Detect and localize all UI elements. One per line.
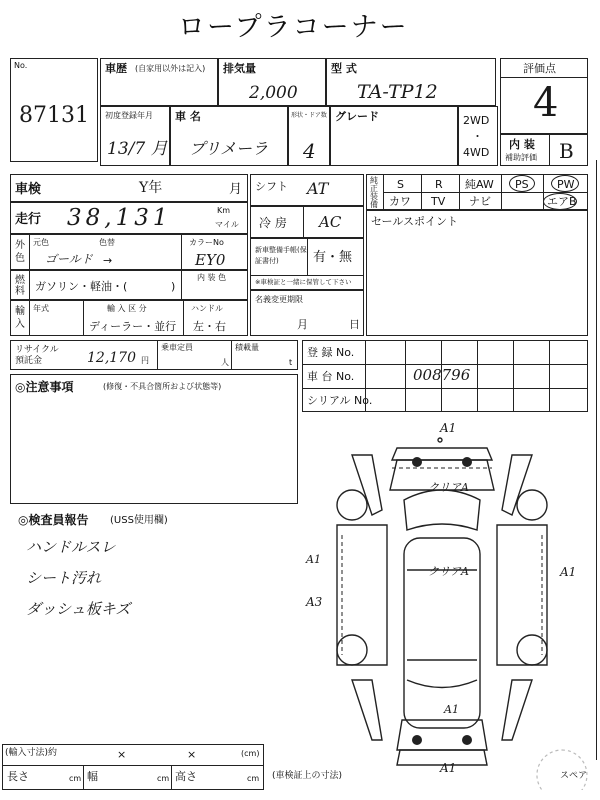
inspection-cell	[10, 174, 248, 202]
warranty-value: 有・無	[313, 250, 353, 265]
diagram-mark-trunk: A1	[444, 703, 459, 716]
interior-cell	[500, 134, 588, 166]
car-name-cell	[170, 106, 288, 166]
dimensions-cert: (車検証上の寸法)	[272, 771, 343, 781]
equip-ps-circle	[509, 175, 535, 192]
equip-r: R	[435, 178, 443, 191]
load-unit: t	[289, 358, 293, 367]
caution-cell	[10, 374, 298, 504]
color-cell	[10, 234, 248, 270]
exterior-orig-label: 元色	[33, 238, 49, 247]
load-label: 積載量	[235, 343, 259, 352]
import-category-value: ディーラー・並行	[89, 320, 177, 333]
sales-points-label: セールスポイント	[371, 215, 459, 228]
equip-ps: PS	[515, 178, 529, 191]
equipment-cell	[366, 174, 588, 210]
shift-value: AT	[307, 179, 329, 198]
fuel-close: )	[171, 280, 176, 293]
model-cell	[326, 58, 496, 106]
caution-note: (修復・不具合箇所および状態等)	[103, 382, 222, 391]
model-label: 型 式	[331, 62, 357, 75]
color-no-value: EY0	[195, 251, 226, 269]
dim-width-cm: cm	[157, 774, 170, 783]
dimensions-x2: ×	[187, 748, 197, 761]
mileage-mile: マイル	[215, 220, 239, 229]
ac-label: 冷 房	[259, 216, 287, 230]
drive-dot: ・	[472, 130, 483, 143]
first-reg-value: 13/7 月	[107, 139, 168, 159]
diagram-mark-front: A1	[440, 421, 457, 435]
sales-points-cell	[366, 210, 588, 336]
fuel-label: 燃料	[15, 275, 25, 297]
shift-cell	[250, 174, 364, 206]
registration-cell	[302, 340, 588, 412]
import-handle-value: 左・右	[193, 320, 226, 333]
drive-2wd: 2WD	[463, 114, 490, 127]
inspector-line-1: ハンドルスレ	[26, 538, 116, 556]
diagram-mark-rear: A1	[440, 761, 457, 775]
drive-4wd: 4WD	[463, 146, 490, 159]
displacement-label: 排気量	[223, 62, 256, 75]
interior-value: B	[559, 139, 574, 163]
first-reg-cell	[100, 106, 170, 166]
import-handle-label: ハンドル	[191, 304, 223, 313]
dimensions-cell	[2, 744, 264, 790]
grade-score-box	[500, 58, 588, 134]
recycle-label: リサイクル預託金	[15, 345, 59, 366]
page-title: ロープラコーナー	[178, 12, 409, 43]
lot-no-label: No.	[14, 61, 28, 70]
inspector-line-3: ダッシュ板キズ	[26, 600, 131, 618]
name-change-day: 日	[349, 318, 360, 331]
caution-label: ◎注意事項	[15, 380, 74, 394]
name-change-label: 名義変更期限	[255, 295, 303, 304]
mileage-value: 38,131	[67, 205, 172, 231]
lot-number: 87131	[19, 103, 89, 128]
diagram-mark-left-door: A1	[306, 553, 321, 566]
displacement-value: 2,000	[249, 83, 298, 103]
mileage-cell	[10, 202, 248, 234]
import-cell	[10, 300, 248, 336]
dimensions-unit: (cm)	[241, 749, 260, 758]
mileage-km: Km	[217, 206, 231, 215]
import-year-label: 年式	[33, 304, 49, 313]
model-value: TA-TP12	[357, 81, 438, 103]
warranty-cell	[250, 238, 364, 290]
diagram-mark-left-rear: A3	[306, 595, 323, 609]
dim-height-cm: cm	[247, 774, 260, 783]
diagram-mark-roof: クリアA	[428, 565, 469, 578]
grade-score-label: 評価点	[523, 62, 556, 75]
equip-pw: PW	[557, 178, 575, 191]
equip-airbag-circle	[543, 193, 577, 210]
exterior-color: ゴールド	[45, 252, 93, 266]
dim-width-label: 幅	[87, 770, 98, 783]
dim-height-label: 高さ	[175, 770, 197, 783]
fuel-cell	[10, 270, 248, 300]
warranty-note: ※車検証と一緒に保管して下さい	[255, 278, 352, 286]
doors-value: 4	[303, 139, 316, 163]
equip-navi: ナビ	[469, 195, 491, 208]
import-category-label: 輸 入 区 分	[107, 304, 147, 313]
serial-label: シリアル No.	[307, 394, 373, 407]
diagram-mark-bonnet: クリアA	[428, 481, 469, 494]
name-change-month: 月	[297, 318, 308, 331]
lot-box	[10, 58, 98, 162]
warranty-label: 新車整備手帳(保証書付)	[255, 246, 307, 265]
interior-label: 内 装	[509, 138, 535, 151]
history-label: 車歴	[105, 62, 127, 75]
dim-length-cm: cm	[69, 774, 82, 783]
inspection-month: 月	[229, 182, 243, 197]
interior-color-label: 内 装 色	[197, 273, 227, 282]
name-change-cell	[250, 290, 364, 336]
color-no-label: カラーNo	[189, 238, 224, 247]
equip-airbag: エアB	[547, 195, 577, 208]
ac-value: AC	[319, 213, 342, 231]
recycle-cell	[10, 340, 298, 370]
chassis-label: 車 台 No.	[307, 370, 355, 383]
shift-label: シフト	[255, 180, 288, 193]
equip-leather: カワ	[389, 195, 411, 208]
recycle-value: 12,170	[87, 350, 136, 366]
capacity-label: 乗車定員	[161, 343, 193, 352]
first-reg-label: 初度登録年月	[105, 111, 153, 120]
equip-aw: 純AW	[465, 178, 494, 191]
dimensions-x1: ×	[117, 748, 127, 761]
exterior-side-label: 外色	[15, 240, 25, 264]
drive-cell	[458, 106, 498, 166]
history-cell	[100, 58, 218, 106]
capacity-unit: 人	[221, 358, 229, 367]
inspection-label: 車検	[15, 182, 42, 197]
inspector-label: ◎検査員報告	[18, 513, 89, 527]
recycle-unit: 円	[141, 356, 149, 365]
dim-length-label: 長さ	[7, 770, 29, 783]
car-damage-diagram	[312, 420, 592, 790]
import-label: 輸入	[15, 306, 25, 330]
exterior-arrow: →	[103, 254, 113, 267]
interior-sub: 補助評価	[505, 153, 537, 162]
equip-s: S	[397, 178, 404, 191]
mileage-label: 走行	[15, 212, 42, 227]
dimensions-label: (輸入寸法)約	[5, 748, 58, 758]
equip-tv: TV	[431, 195, 446, 208]
equip-pw-circle	[551, 175, 579, 192]
grade-cell	[330, 106, 458, 166]
fuel-options: ガソリン・軽油・(	[35, 280, 128, 293]
car-name-value: プリメーラ	[189, 139, 269, 158]
exterior-change-label: 色替	[99, 238, 115, 247]
inspector-line-2: シート汚れ	[26, 569, 102, 587]
registration-label: 登 録 No.	[307, 346, 355, 359]
grade-label: グレード	[335, 110, 379, 123]
chassis-value: 008796	[413, 366, 471, 384]
car-name-label: 車 名	[175, 110, 201, 123]
inspector-note: (USS使用欄)	[110, 515, 168, 526]
doors-cell	[288, 106, 330, 166]
grade-score-value: 4	[533, 80, 559, 126]
spare-label: スペア	[560, 771, 588, 781]
diagram-mark-right: A1	[560, 565, 577, 579]
ac-cell	[250, 206, 364, 238]
history-note: (自家用以外は記入)	[135, 64, 206, 73]
doors-label: 形状・ドア数	[291, 112, 327, 119]
inspection-year: Y年	[139, 180, 163, 196]
equipment-side-label: 純正装備	[370, 176, 378, 209]
displacement-cell	[218, 58, 326, 106]
edge-line	[596, 160, 597, 760]
